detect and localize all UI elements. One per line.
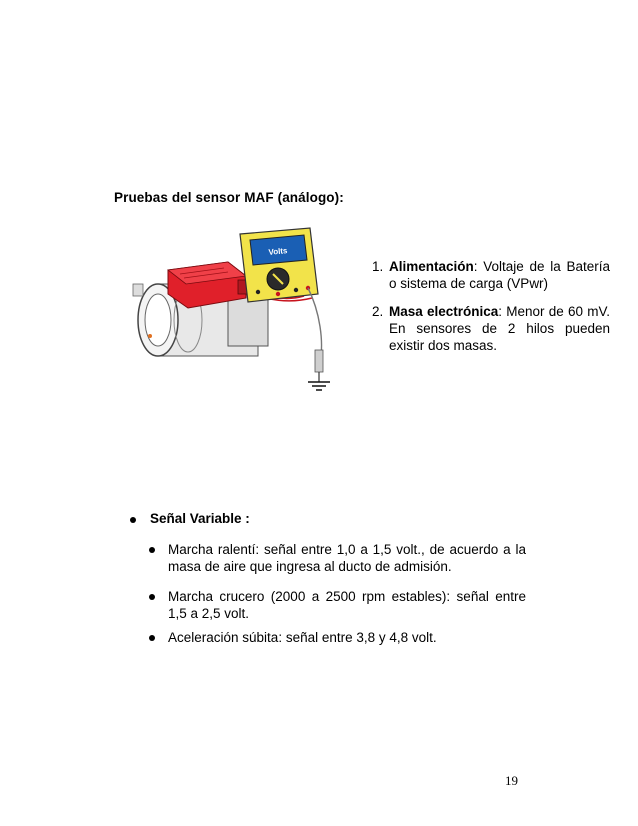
numbered-item-1 <box>372 258 610 292</box>
senal-variable-title: Señal Variable : <box>150 511 250 526</box>
item-number: 1. <box>372 259 384 274</box>
section-heading: Pruebas del sensor MAF (análogo): <box>114 190 344 205</box>
senal-item-2: Marcha crucero (2000 a 2500 rpm estables): señal entre 1,5 a 2,5 volt. <box>168 589 526 621</box>
item-term: Alimentación <box>389 259 474 274</box>
page-number: 19 <box>505 773 518 788</box>
numbered-item-2 <box>372 303 610 354</box>
senal-item-3: Aceleración súbita: señal entre 3,8 y 4,8 volt. <box>168 630 437 645</box>
item-text: : Menor de 60 mV. En sensores de 2 hilos pueden existir dos masas. <box>389 304 610 353</box>
bullet-dot <box>149 635 155 641</box>
senal-item-1: Marcha ralentí: señal entre 1,0 a 1,5 volt., de acuerdo a la masa de aire que ingresa al ducto de admisión. <box>168 542 526 574</box>
bullet-dot <box>149 547 155 553</box>
item-text: : Voltaje de la Batería o sistema de carga (VPwr) <box>389 259 610 291</box>
item-term: Masa electrónica <box>389 304 499 319</box>
bullet-dot <box>149 594 155 600</box>
item-number: 2. <box>372 304 384 319</box>
meter-display-label: Volts <box>268 246 288 257</box>
bullet-dot <box>130 517 136 523</box>
maf-multimeter-illustration <box>128 222 360 404</box>
